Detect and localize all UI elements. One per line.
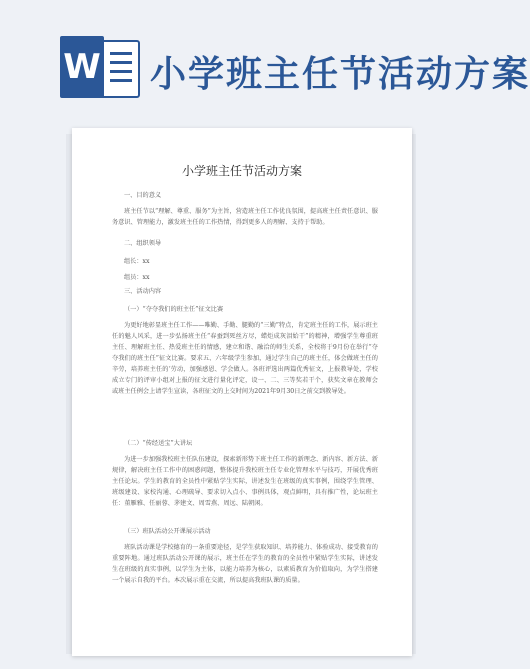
word-document-icon	[60, 36, 138, 98]
activity-heading-class-lesson: （三）班队活动公开课展示活动	[124, 528, 211, 535]
activity-body-essay: 为更好地彰显班主任工作——唯勤、手勤、腿勤的“三勤”特点，肯定班主任的工作，展示班主任的魅人风采，进一步弘扬班主任“春蚕到死丝方尽，蜡炬成灰泪始干”的精神，增强学生尊重班主任、理解班主任、热爱班主任的情感，建立和谐、融洽的师生关系，全校将于9月份在举行“夺夺我们的班主任”征文比赛。要求五、六年级学生参加，通过学生自己的班主任，体会做班主任的辛劳，培养班主任的‘劳动，加强感恩、学会做人。各班评选出两篇优秀征文，上报教导处，学校成立专门的评审小组对上报的征文进行量化评定，设一、二、三等奖若干个，获奖文章在教师会或班主任例会上请学生宣读，各班征文的上交时间为2021年9月30日之前交到教导处。	[112, 322, 378, 395]
section-heading-activities: 三、活动内容	[124, 288, 162, 295]
section-heading-purpose: 一、目的意义	[124, 192, 162, 199]
word-icon-letter: W	[60, 36, 104, 98]
member-line: 组员：xx	[124, 274, 150, 281]
header-title: 小学班主任节活动方案	[150, 54, 530, 95]
activity-body-class-lesson: 班队活动课是学校德育的一条重要途径，是学生获取知识、培养能力、体验成功、接受教育的重要阵地。通过班队活动公开课的展示，班主任在学生的教育的全员性中紧贴学生实际，讲述发生在班级的真实事例，以学生为主体，以能力培养为核心，以素质教育为价值取向，为学生搭建一个展示自我的平台。本次展示重在交流，所以提高我班队课的质量。	[112, 544, 378, 584]
activity-heading-forum: （二）“传经送宝”大讲坛	[124, 440, 193, 447]
leader-line: 组长：xx	[124, 258, 150, 265]
activity-body-forum: 为进一步加强我校班主任队伍建设，探索新形势下班主任工作的新理念、新内容、新方法、新规律，解决班主任工作中的困惑问题，整体提升我校班主任专业化管理水平与技巧，开展优秀班主任论坛。学生的教育的全员性中紧贴学生实际，讲述发生在班级的真实事例，围绕学生管理、班级建设、家校沟通、心理疏导、要求切入点小、事例具体，观点鲜明，具有推广性，论坛班主任：董雁雅、任丽蓉、茅建文、周雪燕、周远、陆朝闲。	[112, 456, 378, 507]
document-title: 小学班主任节活动方案	[181, 164, 302, 178]
activity-heading-essay: （一）“夺夺我们的班主任”征文比赛	[124, 306, 224, 313]
section-heading-leadership: 二、组织领导	[124, 240, 162, 247]
document-page	[72, 128, 412, 656]
section-body-purpose: 班主任节以“理解、尊重、服务”为主旨，营造班主任工作优良氛围，提高班主任责任意识、服务意识、管理能力，激发班主任的工作热情，得到更多人的理解、支持于帮助。	[112, 208, 378, 226]
header-banner	[0, 0, 530, 120]
